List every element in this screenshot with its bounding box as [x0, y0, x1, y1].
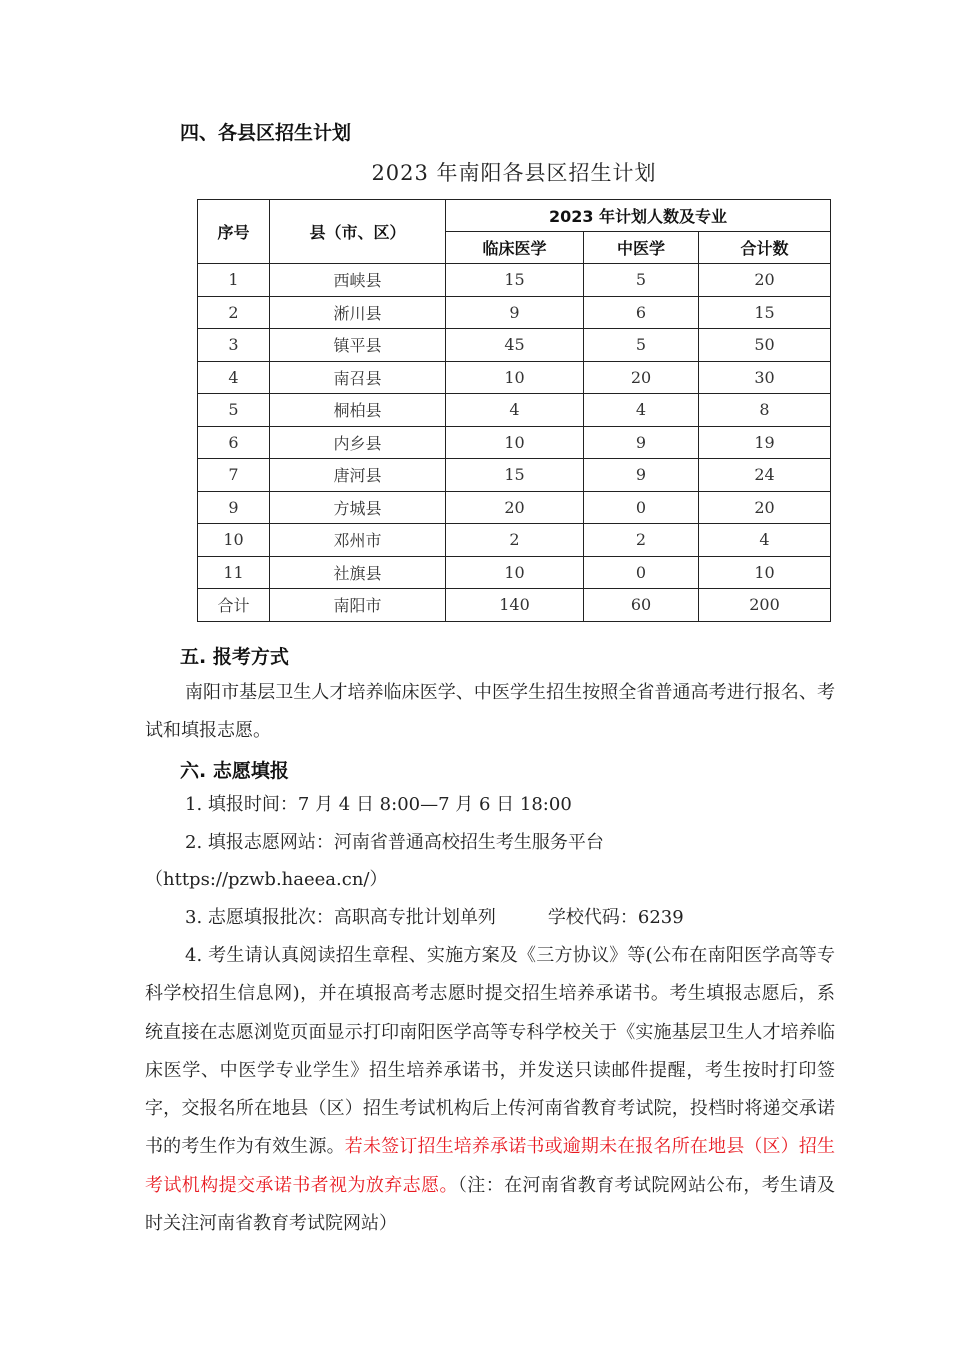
- cell-tcm: 5: [584, 329, 699, 362]
- section-5-paragraph: 南阳市基层卫生人才培养临床医学、中医学生招生按照全省普通高考进行报名、考试和填报志愿。: [145, 682, 835, 741]
- table-row: [198, 426, 831, 459]
- cell-tcm: 2: [584, 524, 699, 557]
- table-row: [198, 556, 831, 589]
- cell-clinical: 45: [446, 329, 584, 362]
- cell-county: 方城县: [270, 491, 446, 524]
- table-row: [198, 394, 831, 427]
- cell-tcm: 20: [584, 361, 699, 394]
- cell-clinical: 10: [446, 361, 584, 394]
- cell-total: 30: [699, 361, 831, 394]
- cell-county: 镇平县: [270, 329, 446, 362]
- cell-county: 西峡县: [270, 264, 446, 297]
- header-total: 合计数: [699, 232, 831, 264]
- header-tcm: 中医学: [584, 232, 699, 264]
- table-row: [198, 296, 831, 329]
- school-code: 学校代码：6239: [547, 907, 684, 928]
- cell-tcm: 6: [584, 296, 699, 329]
- cell-seq: 合计: [198, 589, 270, 622]
- fill-website-url[interactable]: （https://pzwb.haeea.cn/）: [145, 869, 388, 890]
- cell-seq: 10: [198, 524, 270, 557]
- cell-total: 20: [699, 491, 831, 524]
- table-row: [198, 264, 831, 297]
- cell-clinical: 10: [446, 426, 584, 459]
- table-row: [198, 459, 831, 492]
- table-row: [198, 329, 831, 362]
- cell-county: 南阳市: [270, 589, 446, 622]
- note-text: （注：在河南省教育考试院网站公布，考生请及时关注河南省教育考试院网站）: [145, 1174, 835, 1235]
- cell-clinical: 10: [446, 556, 584, 589]
- header-plan-group: 2023 年计划人数及专业: [446, 200, 831, 232]
- cell-tcm: 5: [584, 264, 699, 297]
- header-clinical: 临床医学: [446, 232, 584, 264]
- cell-seq: 9: [198, 491, 270, 524]
- section-5-heading: 五. 报考方式: [180, 646, 289, 668]
- section-6-heading: 六. 志愿填报: [180, 760, 289, 782]
- section-4-heading: 四、各县区招生计划: [180, 122, 352, 144]
- table-row: [198, 589, 831, 622]
- batch-item: [145, 899, 835, 937]
- cell-total: 19: [699, 426, 831, 459]
- cell-tcm: 0: [584, 556, 699, 589]
- cell-seq: 11: [198, 556, 270, 589]
- header-seq: 序号: [198, 200, 270, 264]
- cell-tcm: 4: [584, 394, 699, 427]
- cell-county: 内乡县: [270, 426, 446, 459]
- cell-clinical: 15: [446, 459, 584, 492]
- cell-county: 桐柏县: [270, 394, 446, 427]
- table-row: [198, 524, 831, 557]
- fill-time-item: 1. 填报时间：7 月 4 日 8:00—7 月 6 日 18:00: [185, 794, 572, 815]
- cell-total: 10: [699, 556, 831, 589]
- cell-clinical: 9: [446, 296, 584, 329]
- cell-total: 50: [699, 329, 831, 362]
- cell-seq: 1: [198, 264, 270, 297]
- cell-clinical: 4: [446, 394, 584, 427]
- cell-clinical: 15: [446, 264, 584, 297]
- warning-text: 若未签订招生培养承诺书或逾期未在报名所在地县（区）招生考试机构提交承诺书者视为放弃志愿。: [145, 1136, 836, 1196]
- cell-tcm: 60: [584, 589, 699, 622]
- cell-total: 15: [699, 296, 831, 329]
- cell-tcm: 9: [584, 426, 699, 459]
- cell-seq: 5: [198, 394, 270, 427]
- cell-tcm: 0: [584, 491, 699, 524]
- table-row: [198, 491, 831, 524]
- notice-text: 4. 考生请认真阅读招生章程、实施方案及《三方协议》等(公布在南阳医学高等专科学校招生信息网)，并在填报高考志愿时提交招生培养承诺书。考生填报志愿后，系统直接在志愿浏览页面显示打印南阳医学高等专科学校关于《实施基层卫生人才培养临床医学、中医学专业学生》招生培养承诺书，并发送只读邮件提醒，考生按时打印签字，交报名所在地县（区）招生考试机构后上传河南省教育考试院，投档时将递交承诺书的考生作为有效生源。: [145, 945, 835, 1158]
- header-county: 县（市、区）: [270, 200, 446, 264]
- cell-county: 邓州市: [270, 524, 446, 557]
- cell-seq: 6: [198, 426, 270, 459]
- cell-clinical: 20: [446, 491, 584, 524]
- cell-clinical: 2: [446, 524, 584, 557]
- cell-seq: 7: [198, 459, 270, 492]
- cell-seq: 3: [198, 329, 270, 362]
- batch-text: 3. 志愿填报批次：高职高专批计划单列: [185, 907, 496, 928]
- cell-total: 20: [699, 264, 831, 297]
- table-title: 2023 年南阳各县区招生计划: [371, 161, 657, 185]
- cell-total: 8: [699, 394, 831, 427]
- enrollment-plan-table: [197, 199, 831, 622]
- cell-county: 唐河县: [270, 459, 446, 492]
- cell-total: 4: [699, 524, 831, 557]
- fill-website-item: 2. 填报志愿网站：河南省普通高校招生考生服务平台: [185, 832, 604, 853]
- cell-seq: 2: [198, 296, 270, 329]
- cell-total: 200: [699, 589, 831, 622]
- table-row: [198, 361, 831, 394]
- cell-county: 淅川县: [270, 296, 446, 329]
- cell-county: 南召县: [270, 361, 446, 394]
- cell-tcm: 9: [584, 459, 699, 492]
- cell-total: 24: [699, 459, 831, 492]
- notice-item: [145, 937, 835, 1243]
- cell-seq: 4: [198, 361, 270, 394]
- cell-county: 社旗县: [270, 556, 446, 589]
- cell-clinical: 140: [446, 589, 584, 622]
